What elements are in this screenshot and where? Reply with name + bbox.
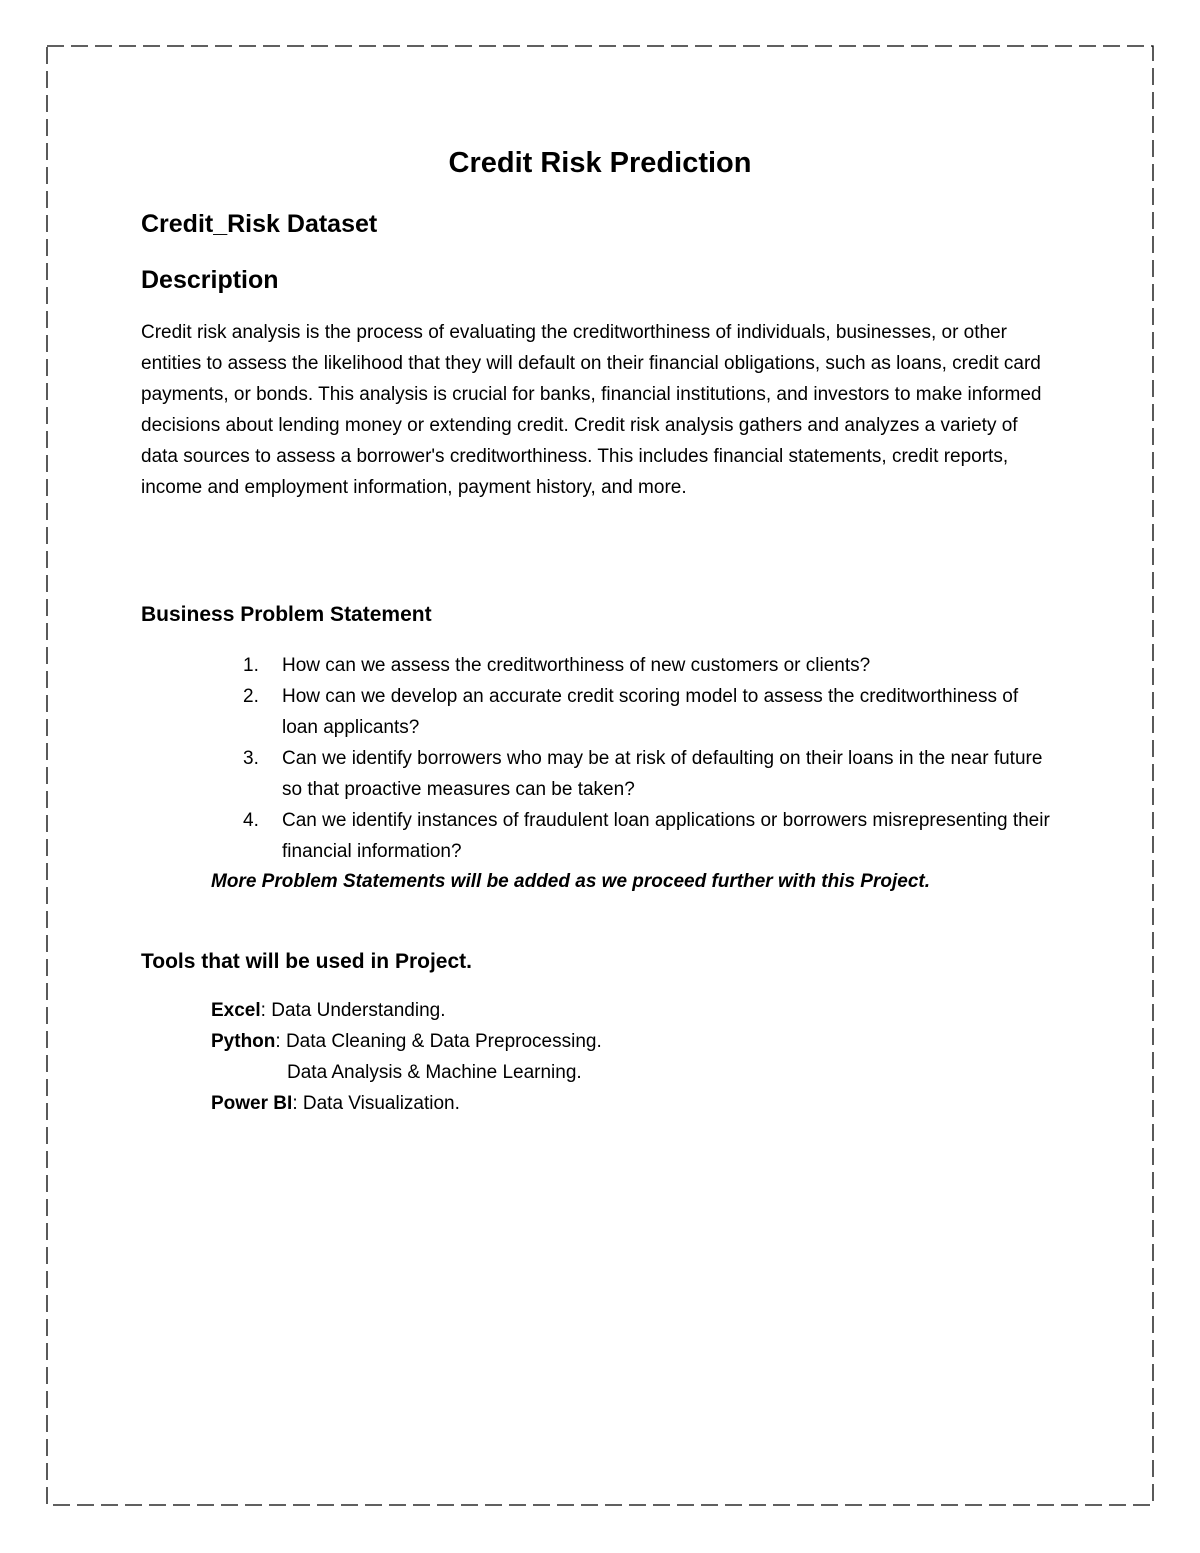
tool-separator: : bbox=[292, 1093, 303, 1114]
tool-description: Data Cleaning & Data Preprocessing. bbox=[285, 1031, 602, 1052]
list-item bbox=[243, 743, 1058, 805]
tool-row-python-continuation: Data Analysis & Machine Learning. bbox=[287, 1062, 582, 1083]
tool-name: Excel bbox=[211, 1000, 261, 1021]
list-item-text: How can we develop an accurate credit scoring model to assess the creditworthiness of loan applicants? bbox=[282, 686, 1019, 738]
more-statements-note: More Problem Statements will be added as we proceed further with this Project. bbox=[211, 871, 930, 892]
problem-statement-heading: Business Problem Statement bbox=[141, 603, 432, 626]
tools-list bbox=[211, 995, 602, 1119]
list-item-text: Can we identify borrowers who may be at risk of defaulting on their loans in the near future so that proactive measures can be taken? bbox=[282, 748, 1043, 800]
list-item bbox=[243, 650, 1058, 681]
tool-name: Python bbox=[211, 1031, 276, 1052]
list-item bbox=[243, 805, 1058, 867]
list-item bbox=[243, 681, 1058, 743]
list-item-number: 3. bbox=[243, 748, 259, 769]
tools-heading: Tools that will be used in Project. bbox=[141, 950, 472, 973]
tool-row-excel bbox=[211, 995, 602, 1026]
tool-separator: : bbox=[275, 1031, 286, 1052]
document-title: Credit Risk Prediction bbox=[448, 147, 752, 179]
dataset-heading: Credit_Risk Dataset bbox=[141, 210, 378, 238]
tool-name: Power BI bbox=[211, 1093, 293, 1114]
tool-row-power-bi bbox=[211, 1088, 602, 1119]
tool-separator: : bbox=[260, 1000, 272, 1021]
description-paragraph: Credit risk analysis is the process of evaluating the creditworthiness of individuals, businesses, or other entities to assess the likelihood that they will default on their financial obligations, such as loans, credit card payments, or bonds. This analysis is crucial for banks, financial institutions, and investors to make informed decisions about lending money or extending credit. Credit risk analysis gathers and analyzes a variety of data sources to assess a borrower's creditworthiness. This includes financial statements, credit reports, income and employment information, payment history, and more. bbox=[141, 322, 1042, 498]
problem-statement-list bbox=[243, 650, 1058, 867]
list-item-text: Can we identify instances of fraudulent loan applications or borrowers misrepresenting their financial information? bbox=[282, 810, 1050, 862]
list-item-number: 4. bbox=[243, 810, 259, 831]
description-heading: Description bbox=[141, 266, 279, 294]
list-item-number: 1. bbox=[243, 655, 259, 676]
tool-description: Data Understanding. bbox=[271, 1000, 446, 1021]
list-item-text: How can we assess the creditworthiness of new customers or clients? bbox=[282, 655, 871, 676]
list-item-number: 2. bbox=[243, 686, 259, 707]
tool-row-python bbox=[211, 1026, 602, 1057]
tool-description: Data Visualization. bbox=[302, 1093, 460, 1114]
